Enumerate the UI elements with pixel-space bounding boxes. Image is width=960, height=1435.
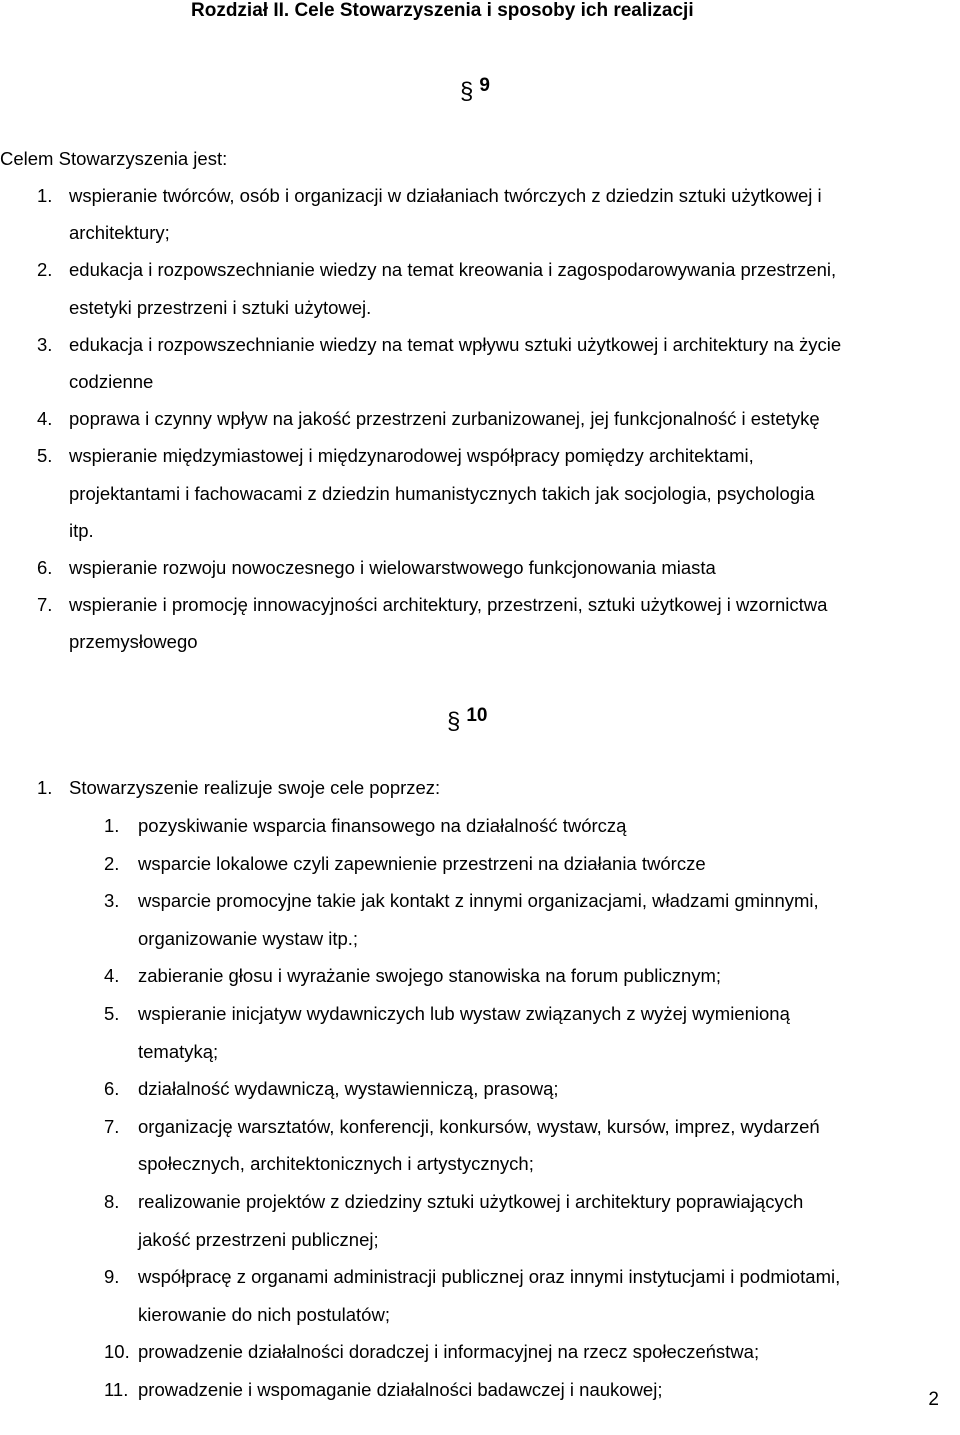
chapter-title: Rozdział II. Cele Stowarzyszenia i sposoby ich realizacji (191, 0, 694, 21)
list-item-text: estetyki przestrzeni i sztuki użytowej. (69, 296, 372, 318)
section-number: 10 (466, 705, 488, 726)
list-item-number: 8. (104, 1191, 120, 1212)
list-item-text: wsparcie promocyjne takie jak kontakt z innymi organizacjami, władzami gminnymi, (138, 890, 819, 912)
list-item-text: projektantami i fachowacami z dziedzin humanistycznych takich jak socjologia, psychologia (69, 482, 815, 504)
list-item-text: wspieranie rozwoju nowoczesnego i wielowarstwowego funkcjonowania miasta (69, 557, 716, 578)
section-number: 9 (479, 75, 490, 96)
list-item-text: architektury; (69, 222, 170, 244)
list-item-number: 10. (104, 1341, 130, 1363)
list-item-text: wspieranie międzymiastowej i międzynarodowej współpracy pomiędzy architektami, (69, 445, 754, 467)
section-10-point-number: 1. (37, 777, 53, 798)
list-item-text: wsparcie lokalowe czyli zapewnienie przestrzeni na działania twórcze (138, 852, 706, 874)
section-10-heading (447, 700, 488, 735)
list-item-text: codzienne (69, 371, 154, 392)
list-item-number: 6. (104, 1078, 120, 1100)
list-item-text: organizację warsztatów, konferencji, konkursów, wystaw, kursów, imprez, wydarzeń (138, 1115, 820, 1137)
list-item-text: jakość przestrzeni publicznej; (138, 1228, 379, 1250)
list-item-text: realizowanie projektów z dziedziny sztuki użytkowej i architektury poprawiających (138, 1191, 804, 1212)
list-item-number: 3. (37, 333, 53, 355)
list-item-text: tematyką; (138, 1040, 219, 1062)
page-number: 2 (928, 1389, 939, 1410)
list-item-text: pozyskiwanie wsparcia finansowego na działalność twórczą (138, 815, 627, 836)
list-item-number: 1. (104, 815, 120, 836)
list-item-text: współpracę z organami administracji publicznej oraz innymi instytucjami i podmiotami, (138, 1266, 841, 1288)
list-item-text: edukacja i rozpowszechnianie wiedzy na temat kreowania i zagospodarowywania przestrzeni, (69, 259, 837, 281)
list-item-text: wspieranie inicjatyw wydawniczych lub wystaw związanych z wyżej wymienioną (138, 1003, 790, 1024)
section-10-point-text: Stowarzyszenie realizuje swoje cele poprzez: (69, 777, 441, 798)
list-item-number: 5. (37, 445, 53, 467)
section-9-intro: Celem Stowarzyszenia jest: (0, 148, 228, 169)
list-item-number: 2. (37, 259, 53, 281)
list-item-number: 2. (104, 852, 120, 874)
list-item-text: wspieranie twórców, osób i organizacji w działaniach twórczych z dziedzin sztuki użytkowej i (69, 185, 822, 206)
list-item-text: poprawa i czynny wpływ na jakość przestrzeni zurbanizowanej, jej funkcjonalność i estetykę (69, 408, 820, 430)
list-item-number: 3. (104, 890, 120, 912)
section-9-heading (460, 70, 490, 105)
list-item-number: 5. (104, 1003, 120, 1024)
list-item-text: itp. (69, 519, 94, 541)
list-item-text: wspieranie i promocję innowacyjności architektury, przestrzeni, sztuki użytkowej i wzornictwa (69, 594, 828, 616)
list-item-text: prowadzenie działalności doradczej i informacyjnej na rzecz społeczeństwa; (138, 1341, 760, 1363)
list-item-number: 7. (104, 1115, 120, 1137)
list-item-number: 1. (37, 185, 53, 206)
list-item-text: organizowanie wystaw itp.; (138, 927, 359, 949)
list-item-text: społecznych, architektonicznych i artystycznych; (138, 1153, 534, 1175)
section-symbol: § (460, 78, 474, 105)
list-item-number: 6. (37, 557, 53, 578)
list-item-text: kierowanie do nich postulatów; (138, 1303, 390, 1325)
list-item-text: przemysłowego (69, 631, 198, 653)
list-item-text: edukacja i rozpowszechnianie wiedzy na temat wpływu sztuki użytkowej i architektury na życie (69, 333, 842, 355)
list-item-number: 11. (104, 1379, 129, 1400)
list-item-text: prowadzenie i wspomaganie działalności badawczej i naukowej; (138, 1379, 663, 1400)
list-item-number: 4. (37, 408, 53, 430)
list-item-number: 9. (104, 1266, 120, 1288)
list-item-number: 7. (37, 594, 53, 616)
section-symbol: § (447, 708, 461, 735)
list-item-number: 4. (104, 965, 120, 987)
list-item-text: działalność wydawniczą, wystawienniczą, prasową; (138, 1078, 559, 1100)
list-item-text: zabieranie głosu i wyrażanie swojego stanowiska na forum publicznym; (138, 965, 722, 987)
